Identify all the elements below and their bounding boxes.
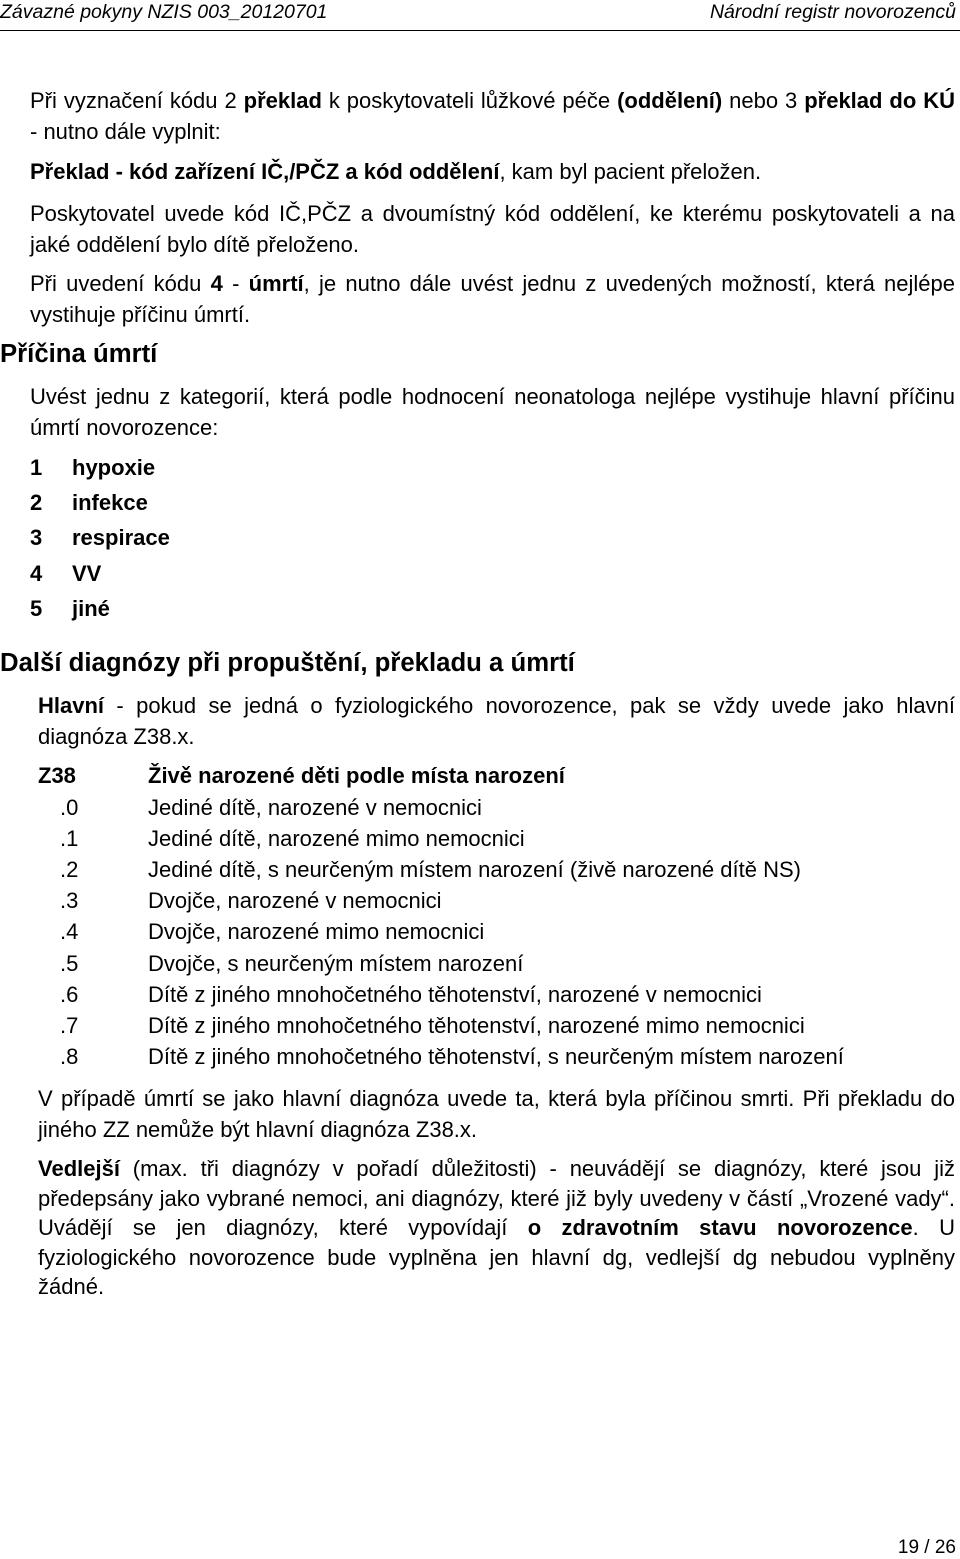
cause-category-item: 2 infekce: [30, 490, 148, 515]
cause-category-item: 4 VV: [30, 561, 102, 586]
z38-code: Z38: [38, 763, 76, 788]
page-header: [0, 0, 960, 31]
header-registry-name: Národní registr novorozenců: [709, 1, 956, 23]
cause-category-item: 5 jiné: [30, 596, 110, 621]
additional-diagnoses-heading: Další diagnózy při propuštění, překladu a úmrtí: [0, 649, 575, 677]
cause-category-item: 3 respirace: [30, 525, 170, 550]
secondary-diagnoses-paragraph: Vedlejší (max. tři diagnózy v pořadí důležitosti) - neuvádějí se diagnózy, které jsou již předepsány jako vybrané nemoci, ani diagnózy, které již byly uvedeny v částí „Vrozené vady“. Uvádějí se jen diagnózy, které vypovídají o zdravotním stavu novorozence. U fyziologického novorozence bude vyplněna jen hlavní dg, vedlejší dg nebudou vyplněny žádné.: [38, 1156, 955, 1299]
cause-of-death-intro: Uvést jednu z kategorií, která podle hodnocení neonatologa nejlépe vystihuje hlavní příčinu úmrtí novorozence:: [30, 384, 955, 440]
paragraph-provider-code: Poskytovatel uvede kód IČ,PČZ a dvoumístný kód oddělení, ke kterému poskytovateli a na jaké oddělení bylo dítě přeloženo.: [30, 201, 955, 257]
cause-category-item: 1 hypoxie: [30, 455, 156, 480]
page-number: 19 / 26: [897, 1537, 956, 1558]
paragraph-transfer-facility: Překlad - kód zařízení IČ,/PČZ a kód oddělení, kam byl pacient přeložen.: [30, 159, 762, 184]
main-diagnosis-paragraph: Hlavní - pokud se jedná o fyziologického novorozence, pak se vždy uvede jako hlavní diagnóza Z38.x.: [38, 693, 955, 749]
header-document-title: Závazné pokyny NZIS 003_20120701: [0, 1, 328, 23]
cause-of-death-heading: Příčina úmrtí: [0, 340, 158, 368]
paragraph-death-code: Při uvedení kódu 4 - úmrtí, je nutno dále uvést jednu z uvedených možností, která nejlépe vystihuje příčinu úmrtí.: [30, 271, 955, 327]
z38-title: Živě narozené děti podle místa narození: [148, 763, 565, 788]
death-diagnosis-note: V případě úmrtí se jako hlavní diagnóza uvede ta, která byla příčinou smrti. Při překladu do jiného ZZ nemůže být hlavní diagnóza Z38.x.: [38, 1086, 955, 1142]
paragraph-transfer-codes: Při vyznačení kódu 2 překlad k poskytovateli lůžkové péče (oddělení) nebo 3 překlad do KÚ - nutno dále vyplnit:: [30, 88, 955, 144]
